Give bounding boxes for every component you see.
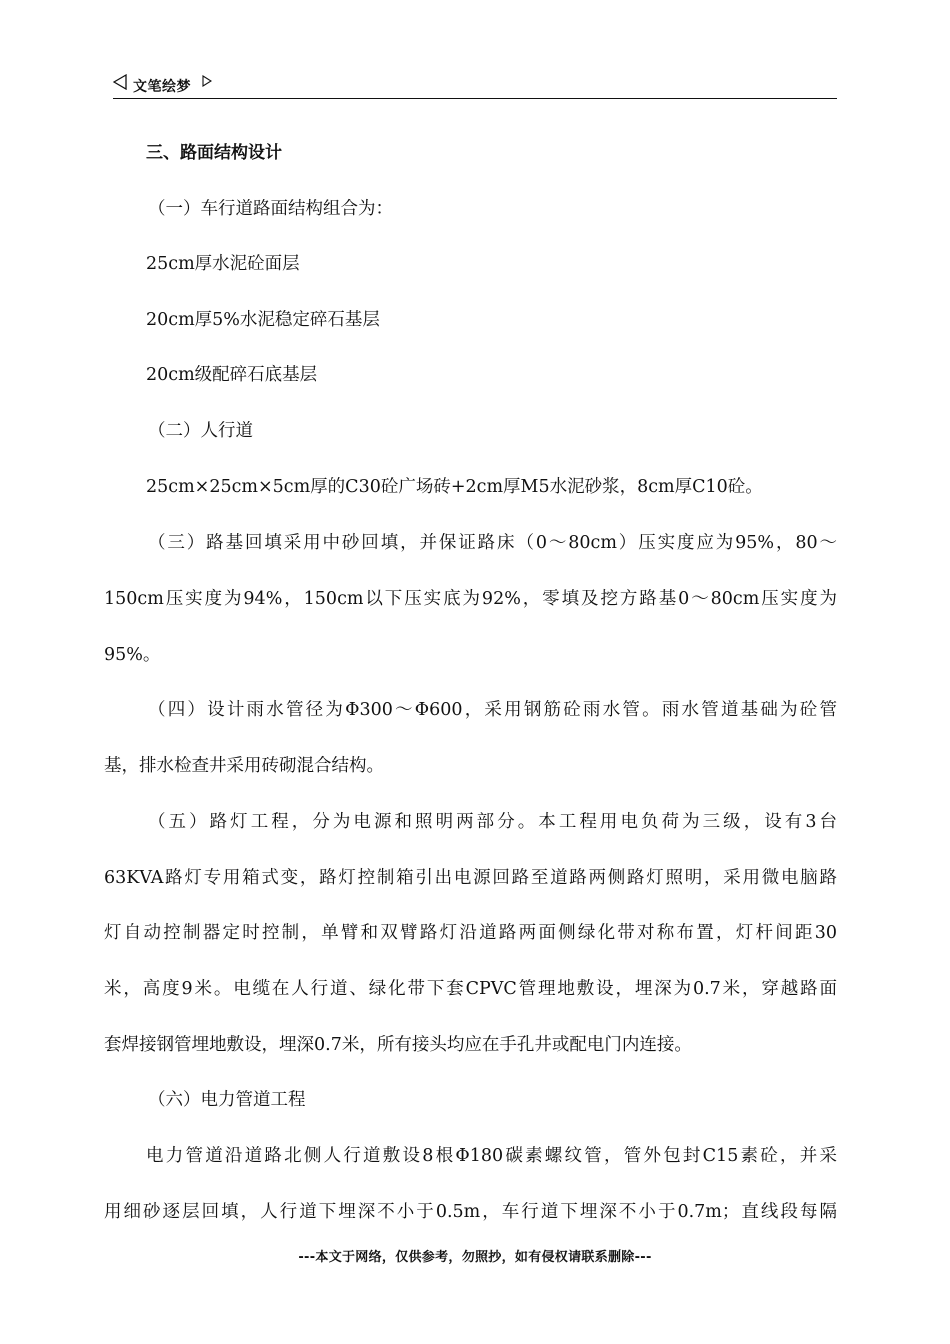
- paragraph-line: （二）人行道: [148, 421, 253, 441]
- paragraph-line: （四）设计雨水管径为Φ300～Φ600，采用钢筋砼雨水管。雨水管道基础为砼管: [148, 700, 837, 720]
- paragraph-line: 150cm压实度为94%，150cm以下压实底为92%，零填及挖方路基0～80cm压实度为: [104, 589, 837, 609]
- header-title: 文笔绘梦: [133, 79, 191, 95]
- page-header: [113, 70, 837, 99]
- paragraph-line: 基，排水检查井采用砖砌混合结构。: [104, 756, 384, 776]
- paragraph-line: 25cm厚水泥砼面层: [146, 254, 300, 274]
- paragraph-line: 米，高度9米。电缆在人行道、绿化带下套CPVC管理地敷设，埋深为0.7米，穿越路面: [104, 979, 837, 999]
- paragraph-line: 63KVA路灯专用箱式变，路灯控制箱引出电源回路至道路两侧路灯照明，采用微电脑路: [104, 868, 837, 888]
- section-title: 三、路面结构设计: [146, 143, 282, 163]
- paragraph-line: 灯自动控制器定时控制，单臂和双臂路灯沿道路两面侧绿化带对称布置，灯杆间距30: [104, 923, 837, 943]
- triangle-right-outline-icon: [202, 75, 212, 87]
- paragraph-line: （一）车行道路面结构组合为：: [148, 199, 393, 219]
- paragraph-line: 套焊接钢管埋地敷设，埋深0.7米，所有接头均应在手孔井或配电门内连接。: [104, 1035, 692, 1055]
- paragraph-line: 20cm级配碎石底基层: [146, 365, 318, 385]
- triangle-left-outline-icon: [113, 74, 127, 90]
- paragraph-line: 25cm×25cm×5cm厚的C30砼广场砖+2cm厚M5水泥砂浆，8cm厚C10砼。: [146, 477, 763, 497]
- footer-disclaimer: ---本文于网络，仅供参考，勿照抄，如有侵权请联系删除---: [298, 1250, 652, 1265]
- paragraph-line: 20cm厚5%水泥稳定碎石基层: [146, 310, 380, 330]
- paragraph-line: 95%。: [104, 645, 161, 665]
- paragraph-line: （六）电力管道工程: [148, 1090, 306, 1110]
- paragraph-line: 电力管道沿道路北侧人行道敷设8根Φ180碳素螺纹管，管外包封C15素砼，并采: [146, 1146, 837, 1166]
- paragraph-line: （三）路基回填采用中砂回填，并保证路床（0～80cm）压实度应为95%，80～: [148, 533, 837, 553]
- paragraph-line: （五）路灯工程，分为电源和照明两部分。本工程用电负荷为三级，设有3台: [148, 812, 837, 832]
- paragraph-line: 用细砂逐层回填，人行道下埋深不小于0.5m，车行道下埋深不小于0.7m；直线段每隔: [104, 1202, 837, 1222]
